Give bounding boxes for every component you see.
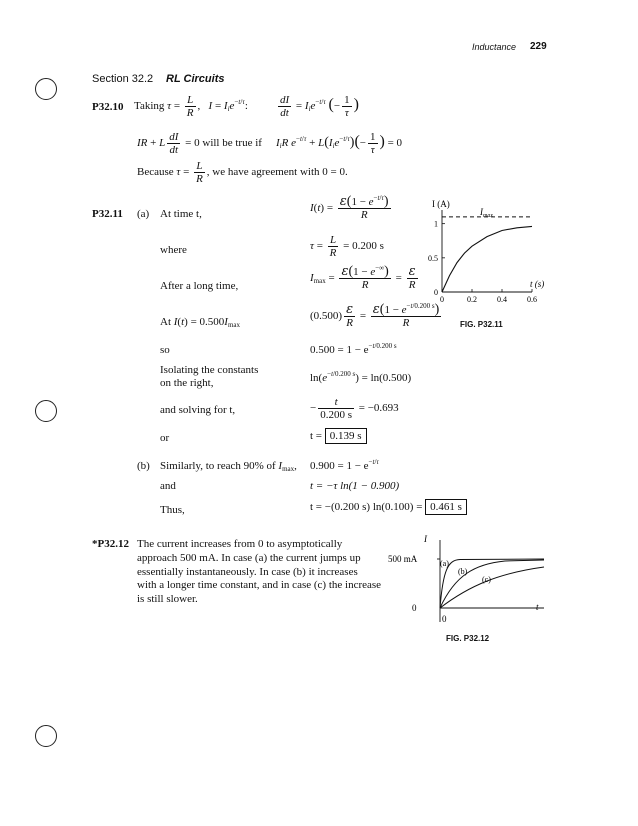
p3211-imax-eq: $I_{max}$ = $\frac{\varepsilon(1 - e^{-\infty})}{R}$ = $\frac{\varepsilon}{R}$ [310,264,416,291]
p3211-similarly-eq: $0.900 = 1 - e^{-t/\tau}$ [310,458,379,472]
p3211-thus: Thus, [160,504,185,516]
p3211-or: or [160,432,170,444]
p3211-t-eq: t = [310,430,323,442]
fig-p3211-caption: FIG. P32.11 [460,320,503,329]
fig-p3212-caption: FIG. P32.12 [446,634,490,643]
p3211-isolating-1: Isolating the constants [160,364,259,376]
section-title: RL Circuits [166,73,225,85]
p3211-and: and [160,480,176,492]
binder-hole-bottom [35,725,57,747]
p3211-so-eq: $0.500 = 1 - e^{-t/0.200 s}$ [310,342,397,356]
fig-p3211-imax-sub: max [483,213,493,219]
p3212-line-3: essentially instantaneously. In case (b) it increases [137,565,358,578]
p3211-current-eq: I(t) = $\frac{\varepsilon(1 - e^{-t/\tau})}{R}$ [310,194,389,221]
p3210-will-be-true: will be true if [202,137,262,150]
fig-p3211-imax-label [479,207,493,219]
figure-p3212 [380,530,560,630]
p3211-solving-eq: − $\frac{t}{0.200 s}$ = −0.693 [310,396,399,421]
fig-p3211-imax-main: I [480,207,483,217]
p3211-tau-eq: τ = $\frac{L}{R}$ = 0.200 s [310,234,384,259]
p3211-so-eq-text: 0.500 = 1 − e [310,344,369,356]
p3211-similarly: Similarly, to reach 90% of [160,460,276,472]
figure-p3211 [420,196,580,316]
fig-p3211-y-tick-label: 0.5 [428,253,438,263]
p3211-half-eq: (0.500) $\frac{\varepsilon}{R}$ = $\frac{\varepsilon(1 - e^{-t/0.200 s})}{R}$ [310,302,440,329]
p3211-and-eq: t = −τ ln(1 − 0.900) [310,480,400,492]
p3211-t-line [310,430,367,442]
p3211-at-time: At time t, [160,208,202,220]
p3210-because: Because [137,166,174,179]
fig-p3212-origin-y: 0 [412,603,417,613]
p3211-thus-eq: t = −(0.200 s) ln(0.100) = [310,501,423,513]
p3212-text [137,538,381,607]
p3211-solving: and solving for t, [160,404,236,416]
p3211-similarly-eq-text: 0.900 = 1 − e [310,460,369,472]
p3211-ln-rhs: ) = ln(0.500) [355,372,412,384]
p3210-taking-line: Taking τ = $\frac{L}{R}$ , $I = I_ie^{-t/\tau}$: [134,94,248,119]
p3210-substitution: $I_iR$ $e^{-t/\tau} + L(I_ie^{-t/\tau})(-$ $\frac{1}{\tau}$ ) = 0 [276,131,403,156]
p3210-agreement: we have agreement with 0 = 0. [212,166,348,179]
p3210-taking-text: Taking [134,100,165,113]
p3211-ln-eq: $\ln(e^{-t/0.200 s}) = \ln(0.500)$ [310,370,412,384]
fig-p3212-label-a: (a) [440,559,449,568]
fig-p3212-label-b: (b) [458,567,468,576]
fig-p3212-x-label: t [536,602,539,612]
fig-p3211-curve [442,226,532,292]
page-number: 229 [530,41,547,52]
fig-p3211-y-tick-label: 1 [434,219,438,229]
p3211-part-a: (a) [137,208,150,220]
fig-p3212-curve-b [440,560,544,608]
problem-label-p3212: *P32.12 [92,538,129,550]
problem-label-p3210: P32.10 [92,101,124,113]
p3212-line-4: with a longer time constant, and in case (c) the increase [137,579,382,592]
binder-hole-top [35,78,57,100]
fig-p3211-x-tick-label: 0.6 [527,295,537,304]
fig-p3212-level-label: 500 mA [388,554,418,564]
p3211-after-long: After a long time, [160,280,239,292]
p3211-similarly-line: Similarly, to reach 90% of $I_{max}$, [160,460,297,473]
fig-p3211-x-label: t (s) [530,279,545,289]
fig-p3211-y-label: I (A) [432,199,450,209]
fig-p3211-x-tick-label: 0.2 [467,295,477,304]
fig-p3211-x-tick-label: 0 [440,295,444,304]
fig-p3212-origin-x: 0 [442,614,447,624]
p3212-line-2: approach 500 mA. In case (a) the current jumps up [137,551,361,564]
p3212-line-5: is still slower. [137,593,198,606]
fig-p3212-y-label: I [424,534,427,544]
fig-p3211-x-tick-label: 0.4 [497,295,507,304]
p3211-where: where [160,244,187,256]
binder-hole-middle [35,400,57,422]
fig-p3211-y-tick-label: 0 [434,288,438,297]
running-title: Inductance [472,42,517,52]
p3211-isolating-2: on the right, [160,377,214,389]
p3211-so: so [160,344,170,356]
p3211-at-line: At $I(t) = 0.500I_{max}$ [160,316,241,329]
problem-label-p3211: P32.11 [92,208,123,220]
p3210-kirchhoff: IR + L $\frac{dI}{dt}$ = 0 will be true if [137,131,262,156]
p3210-derivative: $\frac{dI}{dt}$ = $I_ie^{-t/\tau}$ (− $\frac{1}{\tau}$ ) [280,94,359,119]
p3211-at: At [160,316,171,328]
p3211-result-a: 0.139 s [325,428,367,444]
p3210-because-line: Because τ = $\frac{L}{R}$ , we have agreement with 0 = 0. [137,160,348,185]
p3211-result-b: 0.461 s [425,499,467,515]
p3211-thus-line [310,501,467,513]
section-label: Section 32.2 [92,73,154,85]
p3211-tau-value: = 0.200 s [343,240,384,253]
p3211-part-b: (b) [137,460,150,472]
p3212-line-1: The current increases from 0 to asymptotically [137,538,343,550]
p3211-solving-rhs: = −0.693 [358,402,399,415]
fig-p3212-curve-c [440,567,544,608]
fig-p3212-label-c: (c) [482,575,491,584]
